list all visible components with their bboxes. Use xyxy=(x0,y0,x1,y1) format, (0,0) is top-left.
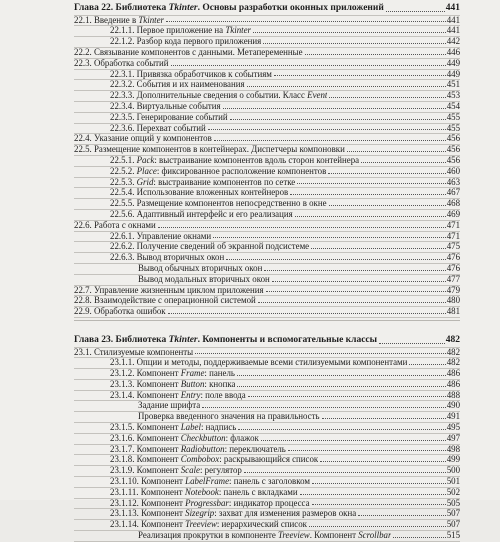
toc-entry-title-part: Tkinter xyxy=(168,3,198,13)
toc-page-number: 507 xyxy=(446,508,460,519)
toc-entry xyxy=(74,307,460,318)
toc-entry-title-part: 22.4. Указание опций у компонентов xyxy=(74,133,212,144)
dot-leader xyxy=(311,248,446,249)
toc-entry-title-part: Tkinter xyxy=(225,25,251,36)
toc-page-number: 482 xyxy=(446,357,460,368)
toc-page-number: 491 xyxy=(446,411,460,422)
toc-entry-title-part: 22.5. Размещение компонентов в контейнерах. Диспетчеры компоновки xyxy=(74,144,345,155)
toc-entry-title-part: 23.1.8. Компонент xyxy=(110,454,181,465)
toc-entry-title-part: Tkinter xyxy=(168,334,198,345)
toc-entry-title xyxy=(74,508,356,519)
dot-leader xyxy=(158,227,446,228)
toc-entry-title-part: Treeview xyxy=(277,530,310,541)
dot-leader xyxy=(237,375,446,376)
toc-entry-title-part: 22.2. Связывание компонентов с данными. Метапеременные xyxy=(74,46,303,57)
dot-leader xyxy=(274,75,446,76)
dot-leader xyxy=(295,216,446,217)
toc-entry-title-part: : фиксированное расположение компонентов xyxy=(156,165,327,176)
toc-entry-title xyxy=(74,2,384,15)
toc-entry-title-part: 22.9. Обработка ошибок xyxy=(74,306,166,317)
toc-entry-title-part: 22.3.3. Дополнительные сведения о событии. Класс xyxy=(110,90,308,101)
table-of-contents xyxy=(74,3,460,542)
toc-entry-title-part: . Компонент xyxy=(309,530,359,541)
toc-entry-title xyxy=(74,133,212,144)
toc-entry-title xyxy=(74,177,295,188)
toc-entry-title-part: : иерархический список xyxy=(216,519,307,530)
toc-entry-title-part: 22.6.1. Управление окнами xyxy=(110,230,212,241)
toc-entry-title-part: Глава 22. Библиотека xyxy=(74,3,169,13)
dot-leader xyxy=(248,396,446,397)
toc-entry-title-part: : флажок xyxy=(225,432,259,443)
toc-entry-title xyxy=(74,263,262,274)
toc-page-number: 453 xyxy=(446,90,460,101)
toc-entry-title xyxy=(74,334,377,347)
toc-entry-title xyxy=(74,519,307,530)
toc-page-number: 479 xyxy=(446,284,460,295)
dot-leader xyxy=(202,407,445,408)
toc-entry-title xyxy=(74,79,245,90)
toc-page-number: 507 xyxy=(446,519,460,530)
toc-entry-title xyxy=(74,90,327,101)
toc-entry-title xyxy=(74,144,345,155)
toc-entry-title xyxy=(74,15,164,26)
dot-leader xyxy=(258,302,446,303)
toc-entry-title-part: 22.3.6. Перехват событий xyxy=(110,122,206,133)
toc-entry-title-part: Entry xyxy=(180,389,201,400)
dot-leader xyxy=(361,162,446,163)
toc-entry-title-part: . Основы разработки оконных приложений xyxy=(197,3,384,13)
toc-entry xyxy=(74,531,460,542)
toc-entry-title xyxy=(74,498,310,509)
dot-leader xyxy=(328,173,445,174)
toc-entry-title xyxy=(74,476,310,487)
toc-entry-title-part: 22.5.4. Использование вложенных контейнеров xyxy=(110,187,289,198)
dot-leader xyxy=(223,108,446,109)
toc-entry-title-part: 23.1.4. Компонент xyxy=(110,389,181,400)
toc-entry-title xyxy=(74,306,166,317)
toc-entry-title xyxy=(74,444,286,455)
toc-page-number: 482 xyxy=(446,346,460,357)
toc-entry-title-part: Проверка введенного значения на правильность xyxy=(138,411,320,422)
toc-entry-title-part: 23.1. Стилизуемые компоненты xyxy=(74,346,194,357)
toc-page-number: 441 xyxy=(446,14,460,25)
toc-entry-title xyxy=(74,220,156,231)
toc-entry-title xyxy=(74,58,169,69)
toc-page-number: 469 xyxy=(446,208,460,219)
toc-entry-title-part: 22.3.4. Виртуальные события xyxy=(110,100,221,111)
toc-entry-title-part: 23.1.9. Компонент xyxy=(110,465,181,476)
toc-entry-title-part: 22.6.2. Получение сведений об экранной подсистеме xyxy=(110,241,310,252)
toc-page-number: 499 xyxy=(446,454,460,465)
toc-entry-title xyxy=(74,47,303,58)
toc-entry-title-part: 22.5.3. xyxy=(110,176,137,187)
toc-entry-title-part: Scale xyxy=(180,465,200,476)
toc-entry-title-part: 22.8. Взаимодействие с операционной системой xyxy=(74,295,256,306)
toc-entry-title-part: Button xyxy=(180,378,205,389)
toc-entry-title xyxy=(74,347,193,358)
toc-entry-title xyxy=(74,209,293,220)
toc-page-number: 476 xyxy=(446,262,460,273)
toc-entry-title xyxy=(74,198,327,209)
dot-leader xyxy=(379,343,445,344)
toc-entry-title-part: Treeview xyxy=(185,519,217,530)
toc-entry-title-part: 23.1.12. Компонент xyxy=(110,497,186,508)
toc-entry-title-part: Scrollbar xyxy=(358,530,392,541)
dot-leader xyxy=(329,97,445,98)
toc-page-number: 480 xyxy=(446,295,460,306)
toc-entry-title-part: : выстраивание компонентов вдоль сторон контейнера xyxy=(154,154,360,165)
toc-entry-title-part: Notebook xyxy=(184,486,219,497)
toc-entry-title-part: Checkbutton xyxy=(180,432,226,443)
dot-leader xyxy=(171,65,446,66)
toc-entry-title xyxy=(74,69,272,80)
toc-entry-title xyxy=(74,101,221,112)
toc-entry-title xyxy=(74,390,246,401)
toc-entry-title xyxy=(74,400,200,411)
toc-entry-title xyxy=(74,231,211,242)
toc-entry-title-part: 23.1.7. Компонент xyxy=(110,443,181,454)
toc-page-number: 449 xyxy=(446,68,460,79)
toc-page-number: 456 xyxy=(446,154,460,165)
dot-leader xyxy=(253,32,446,33)
dot-leader xyxy=(168,313,446,314)
toc-entry-title-part: 23.1.3. Компонент xyxy=(110,378,181,389)
toc-entry-title xyxy=(74,123,206,134)
toc-entry-title-part: Задание шрифта xyxy=(138,400,201,411)
toc-entry-title-part: : захват для изменения размеров окна xyxy=(214,508,357,519)
dot-leader xyxy=(261,440,446,441)
toc-page-number: 442 xyxy=(446,36,460,47)
toc-entry-title-part: Radiobutton xyxy=(180,443,225,454)
dot-leader xyxy=(393,537,445,538)
toc-entry-title xyxy=(74,379,235,390)
toc-entry-title xyxy=(74,285,264,296)
dot-leader xyxy=(272,281,446,282)
dot-leader xyxy=(244,472,446,473)
toc-entry-title-part: Tkinter xyxy=(138,14,165,25)
toc-page-number: 500 xyxy=(446,465,460,476)
toc-entry-title-part: : панель с заголовком xyxy=(229,476,310,487)
dot-leader xyxy=(208,129,446,130)
toc-page-number: 454 xyxy=(446,100,460,111)
toc-entry-title xyxy=(74,465,242,476)
toc-entry-title-part: : надпись xyxy=(200,422,237,433)
dot-leader xyxy=(297,183,445,184)
toc-entry-title-part: Label xyxy=(180,422,201,433)
dot-leader xyxy=(166,21,446,22)
toc-page-number: 455 xyxy=(446,111,460,122)
toc-page-number: 456 xyxy=(446,133,460,144)
toc-entry-title-part: 22.5.1. xyxy=(110,154,137,165)
toc-page-number: 471 xyxy=(446,230,460,241)
toc-entry-title-part: : переключатель xyxy=(224,443,286,454)
toc-entry-title-part: 23.1.2. Компонент xyxy=(110,368,181,379)
toc-entry-title-part: Combobox xyxy=(180,454,220,465)
toc-entry-title-part: 23.1.6. Компонент xyxy=(110,432,181,443)
toc-entry-title-part: 22.6.3. Вывод вторичных окон xyxy=(110,252,225,263)
toc-entry-title-part: 22.3.5. Генерирование событий xyxy=(110,111,228,122)
toc-entry-title-part: Вывод модальных вторичных окон xyxy=(138,273,270,284)
toc-entry-title xyxy=(74,241,309,252)
dot-leader xyxy=(195,353,446,354)
toc-entry-title xyxy=(74,25,251,36)
toc-page-number: 498 xyxy=(446,443,460,454)
dot-leader xyxy=(237,386,445,387)
toc-entry-title-part: Event xyxy=(307,90,328,101)
toc-entry-title-part: Глава 23. Библиотека xyxy=(74,334,169,345)
toc-entry-title-part: Реализация прокрутки в компоненте xyxy=(138,530,278,541)
toc-page-number: 475 xyxy=(446,241,460,252)
toc-entry-title-part: Sizegrip xyxy=(185,508,215,519)
toc-page-number: 486 xyxy=(446,378,460,389)
toc-entry-title xyxy=(74,411,320,422)
toc-entry-title-part: Place xyxy=(136,165,157,176)
toc-entry-title xyxy=(74,274,270,285)
dot-leader xyxy=(288,450,446,451)
toc-page-number: 502 xyxy=(446,486,460,497)
toc-entry-title-part: : поле ввода xyxy=(200,389,246,400)
toc-entry-title xyxy=(74,112,228,123)
toc-entry-title-part: : панель xyxy=(204,368,235,379)
toc-page-number: 441 xyxy=(446,25,460,36)
toc-entry-title-part: 22.1. Введение в xyxy=(74,14,139,25)
toc-entry-title-part: 22.3.1. Привязка обработчиков к событиям xyxy=(110,68,272,79)
toc-page-number: 441 xyxy=(445,3,460,13)
toc-entry-title-part: : кнопка xyxy=(204,378,236,389)
toc-entry-title-part: : индикатор процесса xyxy=(228,497,310,508)
toc-page-number: 463 xyxy=(446,176,460,187)
toc-page-number: 467 xyxy=(446,187,460,198)
dot-leader xyxy=(409,364,445,365)
toc-entry-title-part: Grid xyxy=(136,176,154,187)
toc-entry-title xyxy=(74,252,224,263)
toc-entry-title-part: : раскрывающийся список xyxy=(219,454,319,465)
toc-entry-title-part: 23.1.11. Компонент xyxy=(110,486,185,497)
toc-entry-title-part: : панель с вкладками xyxy=(218,486,298,497)
toc-entry-title xyxy=(74,166,326,177)
dot-leader xyxy=(264,270,445,271)
dot-leader xyxy=(386,11,445,12)
dot-leader xyxy=(214,140,446,141)
toc-entry-title-part: : выстраивание компонентов по сетке xyxy=(153,176,296,187)
dot-leader xyxy=(312,483,446,484)
toc-page-number: 482 xyxy=(445,334,460,345)
toc-entry-title-part: 23.1.14. Компонент xyxy=(110,519,186,530)
toc-entry-title-part: . Компоненты и вспомогательные классы xyxy=(197,334,378,345)
dot-leader xyxy=(213,237,446,238)
dot-leader xyxy=(320,461,445,462)
toc-page-number: 446 xyxy=(446,46,460,57)
toc-page-number: 488 xyxy=(446,389,460,400)
toc-page-number: 477 xyxy=(446,273,460,284)
chapter-separator xyxy=(74,320,460,335)
toc-entry-title xyxy=(74,422,236,433)
toc-entry-title xyxy=(74,357,407,368)
dot-leader xyxy=(309,526,446,527)
dot-leader xyxy=(230,119,446,120)
toc-page-number: 481 xyxy=(446,306,460,317)
toc-entry-title-part: 22.7. Управление жизненным циклом приложения xyxy=(74,284,264,295)
toc-page-number: 501 xyxy=(446,476,460,487)
toc-entry-title-part: 22.6. Работа с окнами xyxy=(74,219,156,230)
dot-leader xyxy=(329,205,446,206)
toc-entry-title-part: Frame xyxy=(180,368,205,379)
toc-entry-title-part: 23.1.5. Компонент xyxy=(110,422,181,433)
dot-leader xyxy=(322,418,446,419)
dot-leader xyxy=(305,54,446,55)
dot-leader xyxy=(300,494,446,495)
toc-page-number: 505 xyxy=(446,497,460,508)
toc-entry-title xyxy=(74,36,261,47)
toc-entry-title-part: LabelFrame xyxy=(185,476,230,487)
toc-entry-title-part: : регулятор xyxy=(199,465,242,476)
dot-leader xyxy=(290,194,445,195)
toc-page-number: 490 xyxy=(446,400,460,411)
toc-page-number: 468 xyxy=(446,198,460,209)
toc-entry-title-part: 22.5.6. Адаптивный интерфейс и его реализация xyxy=(110,208,293,219)
dot-leader xyxy=(266,291,446,292)
toc-entry-title-part: 22.1.1. Первое приложение на xyxy=(110,25,226,36)
toc-page-number: 486 xyxy=(446,368,460,379)
dot-leader xyxy=(358,515,446,516)
toc-page-number: 515 xyxy=(446,530,460,541)
toc-entry-title xyxy=(74,187,288,198)
toc-entry-title xyxy=(74,368,235,379)
toc-page-number: 451 xyxy=(446,79,460,90)
toc-entry-title xyxy=(74,530,391,541)
toc-entry-title xyxy=(74,433,259,444)
dot-leader xyxy=(238,429,445,430)
toc-page-number: 476 xyxy=(446,252,460,263)
toc-page-number: 456 xyxy=(446,144,460,155)
toc-entry-title xyxy=(74,155,359,166)
toc-page-number: 497 xyxy=(446,432,460,443)
toc-page-number: 460 xyxy=(446,165,460,176)
toc-entry-title xyxy=(74,295,256,306)
dot-leader xyxy=(347,151,446,152)
dot-leader xyxy=(312,504,446,505)
dot-leader xyxy=(263,43,445,44)
toc-entry-title-part: 23.1.13. Компонент xyxy=(110,508,186,519)
toc-entry-title-part: Вывод обычных вторичных окон xyxy=(138,262,263,273)
toc-entry-title xyxy=(74,487,298,498)
dot-leader xyxy=(226,259,445,260)
toc-page-number: 471 xyxy=(446,219,460,230)
toc-entry-title-part: 22.5.5. Размещение компонентов непосредственно в окне xyxy=(110,198,327,209)
toc-entry-title-part: 22.5.2. xyxy=(110,165,137,176)
toc-entry-title-part: 23.1.10. Компонент xyxy=(110,476,186,487)
toc-entry-title-part: 22.3.2. События и их наименования xyxy=(110,79,245,90)
toc-page-number: 495 xyxy=(446,422,460,433)
toc-entry-title-part: 23.1.1. Опции и методы, поддерживаемые всеми стилизуемыми компонентами xyxy=(110,357,408,368)
dot-leader xyxy=(247,86,446,87)
toc-page-number: 449 xyxy=(446,57,460,68)
toc-entry-title-part: Progressbar xyxy=(185,497,229,508)
toc-entry-title-part: 22.3. Обработка событий xyxy=(74,57,169,68)
toc-page-number: 455 xyxy=(446,122,460,133)
toc-entry-title-part: Pack xyxy=(136,154,155,165)
toc-entry-title xyxy=(74,454,318,465)
toc-entry-title-part: 22.1.2. Разбор кода первого приложения xyxy=(110,36,262,47)
